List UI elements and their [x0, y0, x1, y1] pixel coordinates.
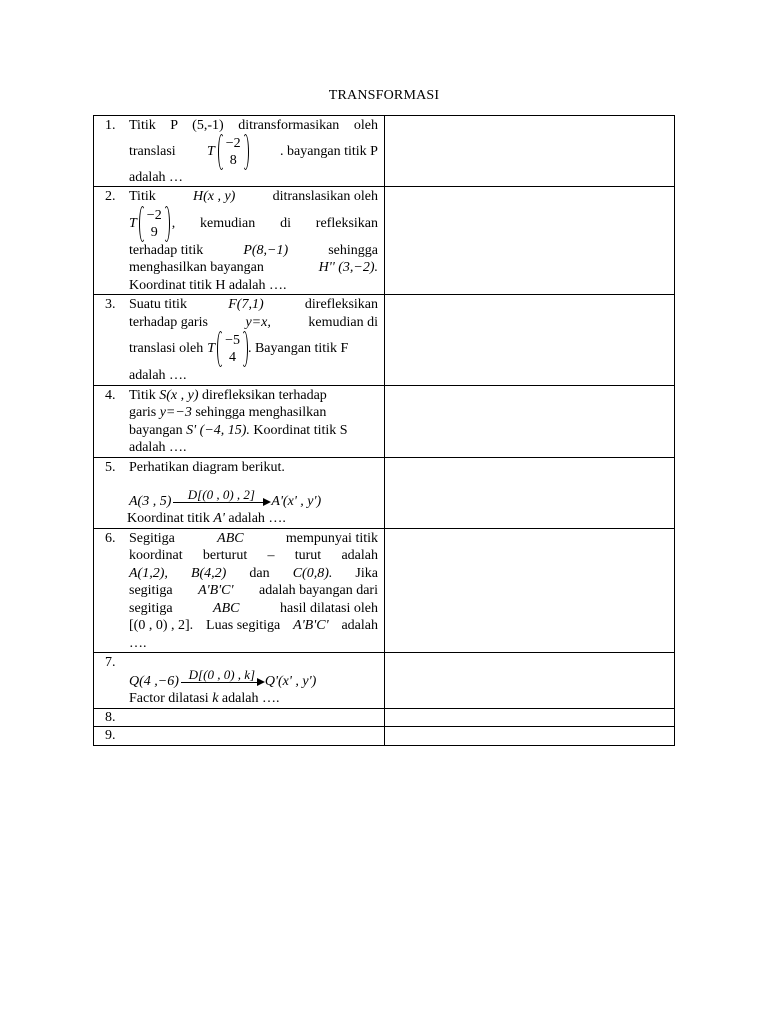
- answer-cell[interactable]: [385, 116, 675, 187]
- question-text: Suatu titik: [129, 297, 187, 312]
- dilation-arrow: [181, 668, 263, 690]
- question-cell: [94, 457, 385, 528]
- math-expression: H(x , y): [192, 189, 236, 204]
- question-number: 6.: [105, 530, 116, 546]
- question-cell: [94, 528, 385, 653]
- question-text: sehingga menghasilkan: [195, 405, 327, 420]
- math-expression: B(4,2): [190, 565, 227, 581]
- answer-cell[interactable]: [385, 187, 675, 295]
- table-row: [94, 295, 675, 386]
- vector-top: −5: [225, 333, 240, 348]
- table-row: [94, 708, 675, 727]
- question-text: adalah …: [129, 169, 184, 185]
- math-expression: A'B'C': [198, 583, 234, 598]
- math-expression: H'' (3,−2).: [318, 260, 378, 275]
- question-text: direfleksikan terhadap: [202, 387, 327, 403]
- question-number: 3.: [105, 297, 116, 312]
- translation-vector: [217, 331, 248, 367]
- math-expression: y=−3: [159, 405, 192, 420]
- math-expression: [(0 , 0) , 2].: [129, 618, 194, 633]
- math-expression: A(3 , 5): [129, 493, 172, 509]
- answer-cell[interactable]: [385, 708, 675, 727]
- vector-bottom: 8: [229, 152, 237, 168]
- question-cell: [94, 295, 385, 386]
- math-expression: A'(x' , y'): [271, 493, 322, 509]
- translation-vector: [139, 206, 170, 242]
- question-text: . bayangan titik P: [279, 143, 378, 159]
- math-expression: y=x,: [245, 314, 271, 330]
- question-text: menghasilkan bayangan: [129, 260, 264, 275]
- question-text: direfleksikan: [304, 297, 378, 312]
- math-expression: S' (−4, 15).: [186, 422, 250, 438]
- table-row: [94, 116, 675, 187]
- question-text: adalah bayangan dari: [259, 583, 378, 598]
- math-expression: Q'(x' , y'): [264, 673, 317, 689]
- answer-cell[interactable]: [385, 295, 675, 386]
- question-text: translasi oleh: [129, 341, 204, 357]
- question-text: Luas segitiga: [206, 618, 281, 633]
- table-row: [94, 457, 675, 528]
- question-cell: [94, 187, 385, 295]
- math-symbol: T: [129, 215, 137, 231]
- question-text: ….: [129, 635, 147, 651]
- answer-cell[interactable]: [385, 653, 675, 709]
- question-text: sehingga: [328, 242, 378, 258]
- vector-bottom: 4: [229, 350, 237, 365]
- math-expression: S(x , y): [159, 387, 199, 403]
- vector-top: −2: [225, 135, 241, 151]
- math-expression: k: [212, 691, 219, 706]
- question-text: Jika: [355, 565, 378, 581]
- question-table: [93, 115, 675, 746]
- question-text: adalah: [341, 618, 378, 633]
- table-row: [94, 528, 675, 653]
- vector-bottom: 9: [150, 224, 158, 240]
- question-text: kemudian di: [308, 314, 378, 330]
- question-text: garis: [129, 405, 157, 420]
- question-text: hasil dilatasi oleh: [280, 600, 378, 616]
- answer-cell[interactable]: [385, 528, 675, 653]
- question-text: mempunyai titik: [285, 530, 378, 546]
- question-number: 1.: [105, 118, 116, 133]
- math-expression: F(7,1): [228, 297, 264, 312]
- question-text: terhadap garis: [129, 314, 208, 330]
- math-expression: C(0,8).: [292, 565, 333, 581]
- question-text: Factor dilatasi: [129, 691, 209, 706]
- question-text: Koordinat titik H adalah ….: [129, 277, 287, 293]
- arrow-icon: [173, 502, 269, 503]
- question-text: adalah ….: [129, 368, 187, 383]
- question-cell: [94, 116, 385, 187]
- question-text: , kemudian di refleksikan: [171, 215, 378, 231]
- question-cell: [94, 653, 385, 709]
- question-text: Perhatikan diagram berikut.: [129, 459, 285, 475]
- question-text: Titik P (5,-1) ditransformasikan oleh: [129, 118, 378, 133]
- question-number: 7.: [105, 655, 116, 670]
- math-expression: A': [213, 511, 225, 526]
- question-text: adalah ….: [221, 691, 280, 706]
- answer-cell[interactable]: [385, 727, 675, 746]
- question-text: . Bayangan titik F: [247, 341, 349, 357]
- question-text: koordinat berturut – turut adalah: [129, 548, 378, 563]
- question-number: 2.: [105, 189, 116, 204]
- math-symbol: T: [206, 143, 215, 159]
- dilation-arrow: [173, 488, 269, 510]
- question-text: ditranslasikan oleh: [272, 189, 378, 204]
- question-cell: [94, 385, 385, 457]
- arrow-label: D[(0 , 0) , k]: [188, 667, 256, 682]
- math-symbol: T: [207, 341, 216, 357]
- translation-vector: [218, 134, 249, 170]
- table-row: [94, 653, 675, 709]
- vector-top: −2: [146, 207, 162, 223]
- question-text: terhadap titik: [129, 242, 204, 258]
- question-text: segitiga: [129, 600, 173, 616]
- page-title: TRANSFORMASI: [328, 88, 440, 103]
- math-expression: P(8,−1): [243, 242, 289, 258]
- table-row: [94, 727, 675, 746]
- question-text: adalah ….: [228, 511, 286, 526]
- math-expression: Q(4 ,−6): [129, 673, 179, 689]
- question-text: translasi: [129, 143, 176, 159]
- answer-cell[interactable]: [385, 385, 675, 457]
- question-cell: [94, 727, 385, 746]
- question-number: 8.: [105, 709, 116, 725]
- question-cell: [94, 708, 385, 727]
- table-row: [94, 187, 675, 295]
- question-text: dan: [249, 565, 270, 581]
- question-number: 4.: [105, 387, 116, 403]
- arrow-icon: [181, 682, 263, 683]
- answer-cell[interactable]: [385, 457, 675, 528]
- table-row: [94, 385, 675, 457]
- question-text: Koordinat titik S: [253, 422, 348, 438]
- math-expression: ABC: [217, 530, 244, 546]
- question-text: Koordinat titik: [127, 511, 210, 526]
- question-text: Segitiga: [129, 530, 175, 546]
- question-text: adalah ….: [129, 440, 187, 455]
- question-text: Titik: [129, 387, 156, 403]
- question-text: bayangan: [129, 422, 183, 438]
- question-number: 5.: [105, 459, 116, 475]
- math-expression: A(1,2),: [129, 565, 168, 581]
- question-text: segitiga: [129, 583, 173, 598]
- math-expression: A'B'C': [293, 618, 329, 633]
- math-expression: ABC: [213, 600, 240, 616]
- arrow-label: D[(0 , 0) , 2]: [187, 487, 255, 502]
- question-text: Titik: [129, 189, 156, 204]
- question-number: 9.: [105, 728, 116, 743]
